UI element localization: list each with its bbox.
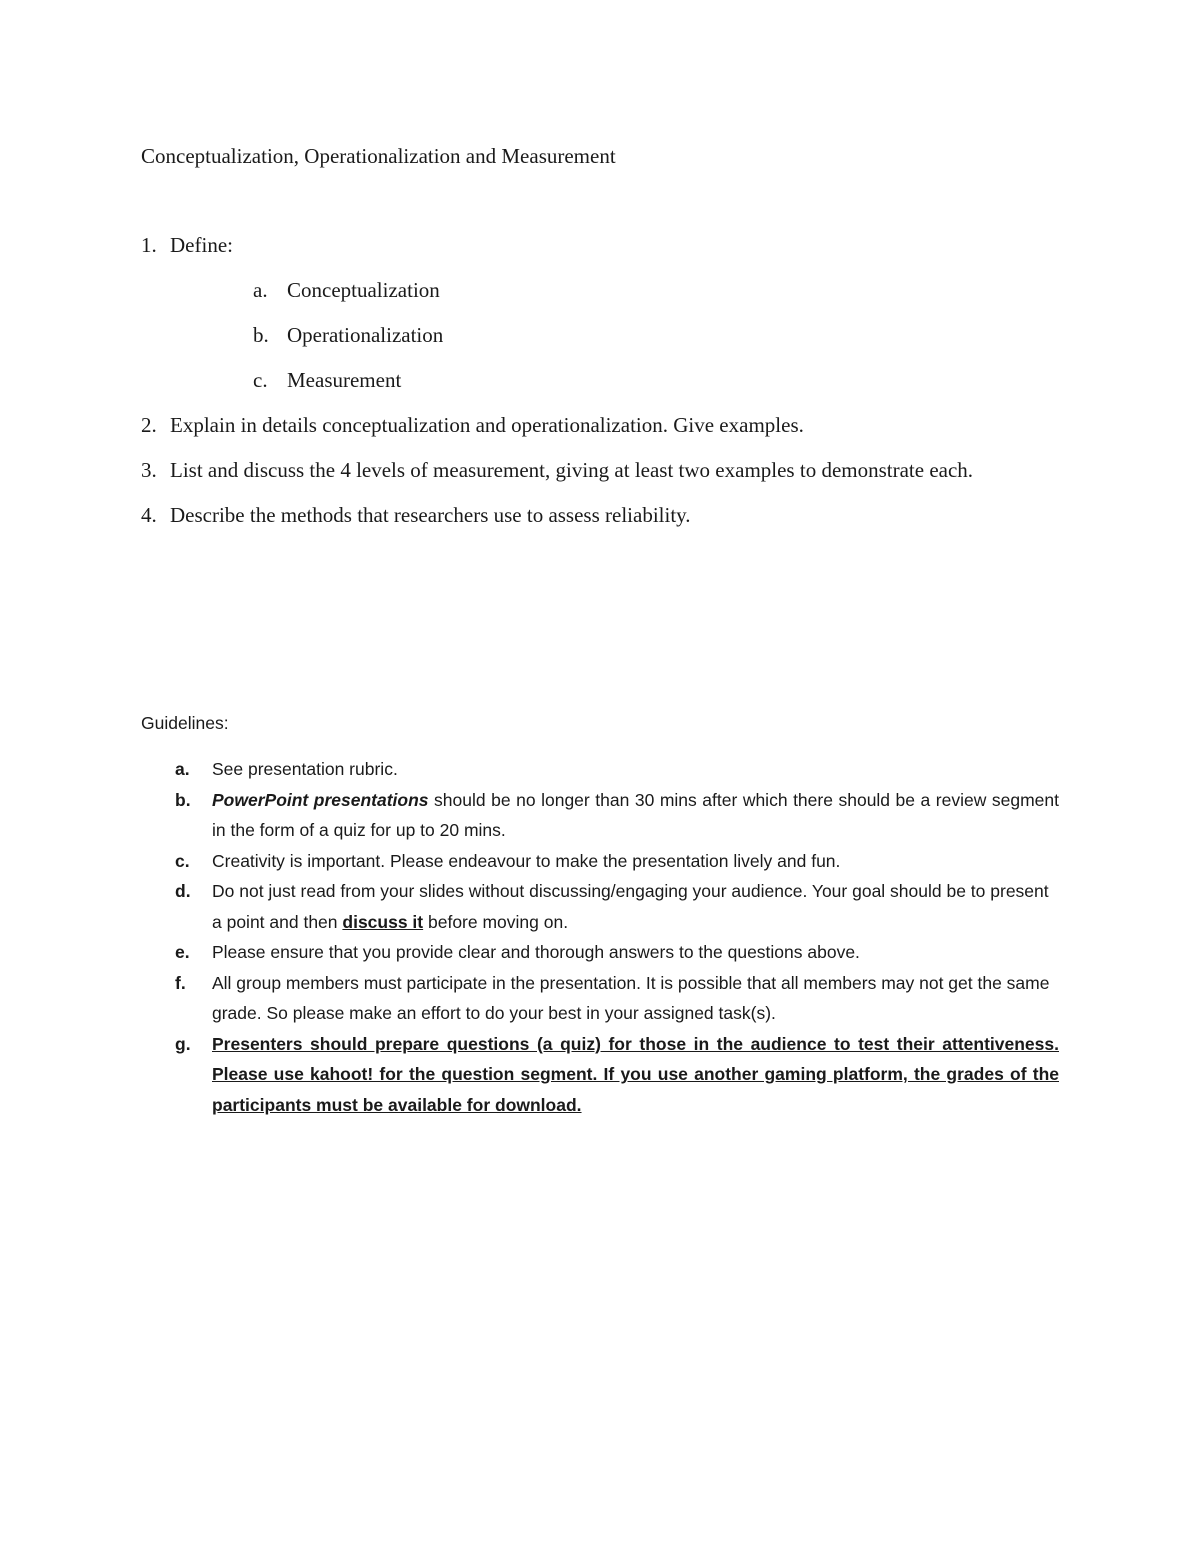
guideline-text: All group members must participate in the presentation. It is possible that all members may not get the same grade. So please make an effort to do your best in your assigned task(s). [212,972,1050,1023]
guideline-text: Creativity is important. Please endeavour to make the presentation lively and fun. [212,850,841,871]
sub-question-item [141,320,1041,350]
question-number: 2. [141,413,157,437]
sub-question-list [141,275,1041,395]
sub-question-text: Measurement [287,368,402,392]
guideline-text: before moving on. [423,911,569,932]
document-title: Conceptualization, Operationalization and Measurement [141,144,616,168]
question-number: 4. [141,503,157,527]
question-number: 1. [141,233,157,257]
guideline-text: See presentation rubric. [212,759,398,779]
guideline-marker: b. [175,789,191,810]
guideline-marker: f. [175,972,186,993]
guideline-marker: a. [175,759,190,779]
guideline-item [141,846,1059,877]
question-item [141,455,1041,485]
guideline-marker: d. [175,881,191,901]
guideline-marker: c. [175,850,190,871]
question-text: Explain in details conceptualization and operationalization. Give examples. [170,413,804,437]
question-item [141,410,1041,440]
question-list [141,230,1041,545]
sub-question-text: Operationalization [287,323,444,347]
question-item [141,500,1041,530]
question-text: Define: [170,233,233,257]
guideline-item [141,1029,1059,1121]
guideline-text: Presenters should prepare questions (a quiz) for those in the audience to test their attentiveness. Please use kahoot! for the question segment. If you use another gaming platform, the grades of the participants must be available for download. [212,1033,1059,1115]
sub-question-marker: c. [253,368,268,392]
question-number: 3. [141,458,157,482]
guideline-text: Do not just read from your slides without discussing/engaging your audience. Your goal should be to present a point and then [212,881,1049,932]
guideline-emphasis: discuss it [342,911,424,932]
guideline-emphasis: PowerPoint presentations [212,789,429,810]
sub-question-item [141,365,1041,395]
sub-question-item [141,275,1041,305]
guideline-text: should be no longer than 30 mins after which there should be a review segment in the form of a quiz for up to 20 mins. [212,789,1059,840]
guidelines-heading: Guidelines: [141,713,229,733]
guideline-item [141,754,1059,785]
question-text: List and discuss the 4 levels of measurement, giving at least two examples to demonstrate each. [170,458,974,482]
question-text: Describe the methods that researchers use to assess reliability. [170,503,691,527]
guideline-item [141,876,1059,937]
question-item [141,230,1041,395]
guideline-item [141,785,1059,846]
sub-question-marker: b. [253,323,269,347]
guidelines-list [141,754,1059,1120]
sub-question-marker: a. [253,278,268,302]
guideline-marker: e. [175,942,190,962]
sub-question-text: Conceptualization [287,278,440,302]
guideline-marker: g. [175,1033,191,1054]
guideline-item [141,937,1059,968]
guideline-text: Please ensure that you provide clear and thorough answers to the questions above. [212,942,860,962]
guideline-item [141,968,1059,1029]
